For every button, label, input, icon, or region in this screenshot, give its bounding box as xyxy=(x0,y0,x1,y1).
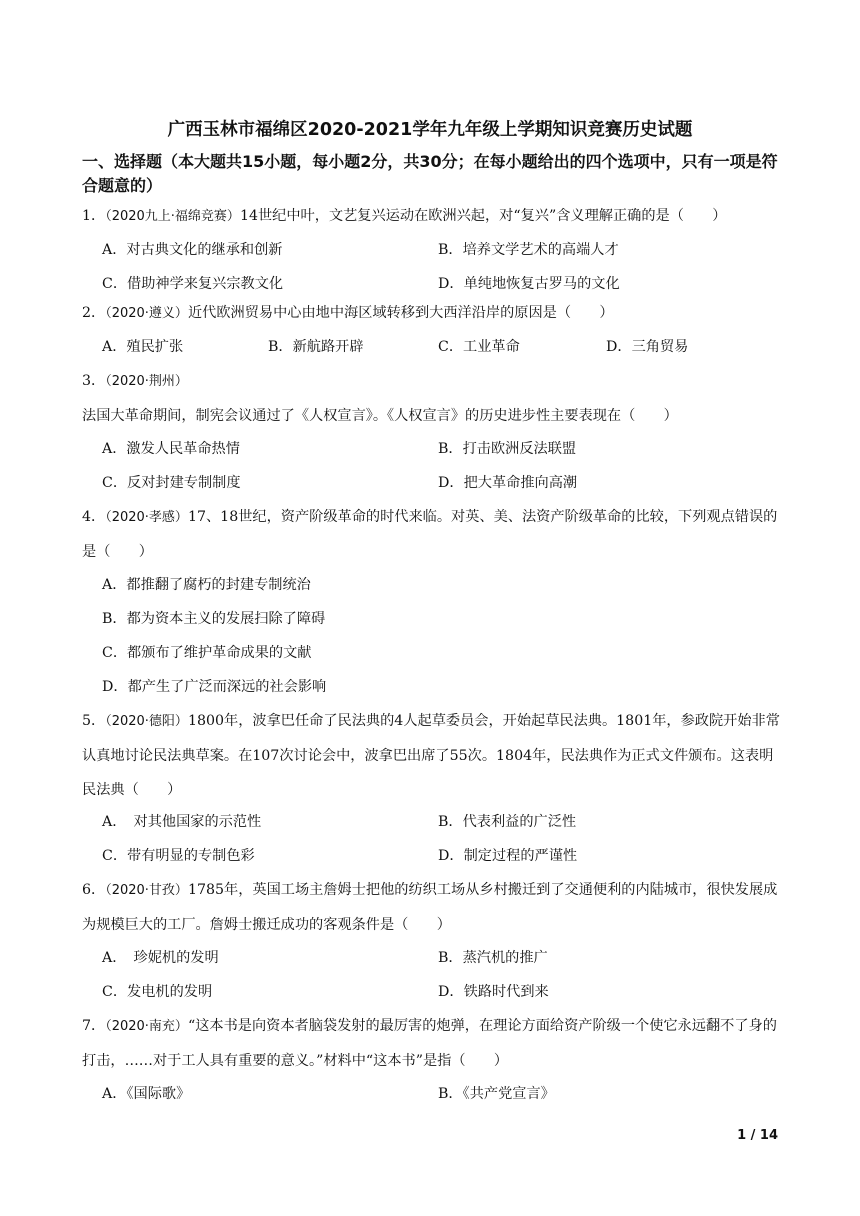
option-b[interactable]: B．新航路开辟 xyxy=(268,339,364,355)
option-c[interactable]: C．发电机的发明 xyxy=(102,984,213,1000)
question-number: 2． xyxy=(82,305,106,321)
option-d[interactable]: D．铁路时代到来 xyxy=(438,984,549,1000)
option-a[interactable]: A．殖民扩张 xyxy=(102,339,184,355)
question-5 xyxy=(82,704,782,807)
option-a[interactable]: A． 珍妮机的发明 xyxy=(102,950,219,966)
question-number: 6． xyxy=(82,882,106,898)
option-d[interactable]: D．都产生了广泛而深远的社会影响 xyxy=(102,679,327,695)
question-source: （2020·遵义） xyxy=(105,306,188,321)
option-c[interactable]: C．都颁布了维护革命成果的文献 xyxy=(102,645,312,661)
question-source: （2020·德阳） xyxy=(105,714,188,729)
question-number: 7． xyxy=(82,1018,106,1034)
option-c[interactable]: C．反对封建专制制度 xyxy=(102,475,241,491)
option-c[interactable]: C．借助神学来复兴宗教文化 xyxy=(102,276,284,292)
option-a[interactable]: A．都推翻了腐朽的封建专制统治 xyxy=(102,577,311,593)
option-b[interactable]: B．培养文学艺术的高端人才 xyxy=(438,242,619,258)
question-text: 近代欧洲贸易中心由地中海区域转移到大西洋沿岸的原因是（ ） xyxy=(187,305,614,321)
question-number: 4． xyxy=(82,509,106,525)
option-c[interactable]: C．带有明显的专制色彩 xyxy=(102,848,255,864)
option-b[interactable]: B．《共产党宣言》 xyxy=(438,1086,555,1102)
question-source: （2020·荆州） xyxy=(105,374,188,389)
question-6 xyxy=(82,873,782,942)
question-number: 3． xyxy=(82,373,106,389)
question-text: 14世纪中叶，文艺复兴运动在欧洲兴起，对“复兴”含义理解正确的是（ ） xyxy=(239,208,727,224)
option-b[interactable]: B．都为资本主义的发展扫除了障碍 xyxy=(102,611,326,627)
exam-title: 广西玉林市福绵区2020-2021学年九年级上学期知识竞赛历史试题 xyxy=(167,120,693,140)
question-7 xyxy=(82,1009,782,1078)
question-source: （2020·甘孜） xyxy=(105,883,188,898)
option-d[interactable]: D．三角贸易 xyxy=(606,339,689,355)
question-text: 1800年，波拿巴任命了民法典的4人起草委员会，开始起草民法典。1801年，参政院开始非常认真地讨论民法典草案。在107次讨论会中，波拿巴出席了55次。1804年，民法典作为正式文件颁布。这表明民法典（ ） xyxy=(82,713,780,798)
option-d[interactable]: D．把大革命推向高潮 xyxy=(438,475,578,491)
question-text: 17、18世纪，资产阶级革命的时代来临。对英、美、法资产阶级革命的比较，下列观点错误的是（ ） xyxy=(82,509,778,560)
option-d[interactable]: D．单纯地恢复古罗马的文化 xyxy=(438,276,620,292)
option-c[interactable]: C．工业革命 xyxy=(438,339,520,355)
question-text: 法国大革命期间，制宪会议通过了《人权宣言》。《人权宣言》的历史进步性主要表现在（ ） xyxy=(82,408,678,424)
question-2 xyxy=(82,296,782,331)
option-b[interactable]: B．蒸汽机的推广 xyxy=(438,950,548,966)
question-number: 5． xyxy=(82,713,106,729)
question-source: （2020九上·福绵竞赛） xyxy=(105,209,240,224)
question-3 xyxy=(82,364,782,433)
question-source: （2020·南充） xyxy=(105,1019,188,1034)
option-b[interactable]: B．打击欧洲反法联盟 xyxy=(438,441,577,457)
option-a[interactable]: A．《国际歌》 xyxy=(102,1086,191,1102)
option-a[interactable]: A． 对其他国家的示范性 xyxy=(102,814,262,830)
option-a[interactable]: A．激发人民革命热情 xyxy=(102,441,240,457)
question-text: “这本书是向资本者脑袋发射的最厉害的炮弹，在理论方面给资产阶级一个使它永远翻不了身的打击，……对于工人具有重要的意义。”材料中“这本书”是指（ ） xyxy=(82,1018,777,1069)
section-heading: 一、选择题（本大题共15小题，每小题2分，共30分；在每小题给出的四个选项中，只有一项是符合题意的） xyxy=(82,152,778,195)
option-d[interactable]: D．制定过程的严谨性 xyxy=(438,848,578,864)
question-text: 1785年，英国工场主詹姆士把他的纺织工场从乡村搬迁到了交通便利的内陆城市，很快发展成为规模巨大的工厂。詹姆士搬迁成功的客观条件是（ ） xyxy=(82,882,778,933)
question-source: （2020·孝感） xyxy=(105,510,188,525)
page-number: 1 / 14 xyxy=(737,1128,778,1143)
question-4 xyxy=(82,500,782,569)
question-number: 1． xyxy=(82,208,106,224)
question-1 xyxy=(82,199,782,234)
option-b[interactable]: B．代表利益的广泛性 xyxy=(438,814,577,830)
option-a[interactable]: A．对古典文化的继承和创新 xyxy=(102,242,283,258)
